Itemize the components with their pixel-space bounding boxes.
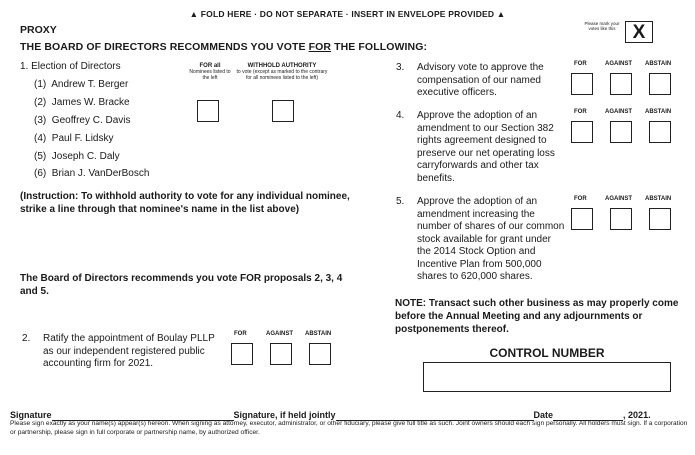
proposal-2-number: 2. — [22, 333, 31, 344]
p5-abstain-checkbox[interactable] — [649, 208, 671, 230]
withhold-heading: WITHHOLD AUTHORITY — [247, 63, 317, 69]
for-all-heading: FOR all — [199, 63, 221, 69]
nominee-number: (1) — [34, 79, 47, 90]
p2-against-checkbox[interactable] — [270, 343, 292, 365]
signature-label: Signature — [10, 410, 52, 420]
year-suffix: , 2021. — [623, 410, 651, 420]
p4-against-checkbox[interactable] — [610, 121, 632, 143]
fold-notice: ▲ FOLD HERE · DO NOT SEPARATE · INSERT IN ENVELOPE PROVIDED ▲ — [189, 9, 506, 19]
withhold-instruction: (Instruction: To withhold authority to vote for any individual nominee, strike a line through that nominee's name in the list above) — [20, 191, 350, 215]
mark-example-box: X — [625, 21, 653, 43]
for-all-subtext: Nominees listed to the left — [189, 69, 231, 81]
board-heading-pre: THE BOARD OF DIRECTORS RECOMMENDS YOU VOTE — [20, 41, 309, 53]
nominee-name: Brian J. VanDerBosch — [51, 168, 150, 179]
nominee-number: (2) — [34, 97, 47, 108]
nominee-name: Paul F. Lidsky — [51, 133, 114, 144]
proposal-5-number: 5. — [396, 196, 405, 207]
signing-instructions: Please sign exactly as your name(s) appear(s) hereon. When signing as attorney, executor, administrator, or other fiduciary, please give full title as such. Joint owners should each sign personally. All holders must sign. If a corporation or partnership, please sign in full corporate or partnership name, by authorized officer. — [10, 420, 688, 436]
p4-abstain-heading: ABSTAIN — [645, 109, 672, 115]
nominee-name: James W. Bracke — [51, 97, 130, 108]
proposal-4-text: Approve the adoption of an amendment to our Section 382 rights agreement designed to preserve our net operating loss carryforwards and other tax benefits. — [417, 110, 555, 184]
p4-for-checkbox[interactable] — [571, 121, 593, 143]
p3-abstain-heading: ABSTAIN — [645, 61, 672, 67]
p2-for-checkbox[interactable] — [231, 343, 253, 365]
control-number-field[interactable] — [423, 362, 671, 392]
nominee-name: Joseph C. Daly — [51, 151, 120, 162]
proxy-label: PROXY — [20, 24, 57, 36]
proposal-4-number: 4. — [396, 110, 405, 121]
signature-joint-label: Signature, if held jointly — [233, 410, 336, 420]
p3-against-heading: AGAINST — [605, 61, 632, 67]
nominee-number: (5) — [34, 151, 47, 162]
proposal-5-text: Approve the adoption of an amendment increasing the number of shares of our common stock available for grant under the 2014 Stock Option and Incentive Plan from 500,000 shares to 620,000 shares. — [417, 196, 565, 282]
nominee-number: (4) — [34, 133, 47, 144]
p3-against-checkbox[interactable] — [610, 73, 632, 95]
nominee-2 — [34, 97, 130, 108]
p2-abstain-heading: ABSTAIN — [305, 331, 332, 337]
nominee-name: Andrew T. Berger — [51, 79, 129, 90]
p3-for-checkbox[interactable] — [571, 73, 593, 95]
proposal-1-title: 1. Election of Directors — [20, 61, 121, 72]
nominee-number: (6) — [34, 168, 47, 179]
mark-instruction: Please mark your votes like this — [584, 21, 620, 31]
nominee-3 — [34, 115, 131, 126]
nominee-1 — [34, 79, 128, 90]
p3-abstain-checkbox[interactable] — [649, 73, 671, 95]
p5-for-heading: FOR — [574, 196, 587, 202]
p4-against-heading: AGAINST — [605, 109, 632, 115]
nominee-4 — [34, 133, 114, 144]
date-label: Date — [533, 410, 554, 420]
p1-for-all-checkbox[interactable] — [197, 100, 219, 122]
proposal-3-number: 3. — [396, 62, 405, 73]
board-heading — [20, 41, 427, 53]
nominee-6 — [34, 168, 149, 179]
board-heading-post: THE FOLLOWING: — [331, 41, 428, 53]
board-heading-for: FOR — [308, 41, 332, 53]
board-recommends-text: The Board of Directors recommends you vote FOR proposals 2, 3, 4 and 5. — [20, 273, 343, 297]
nominee-name: Geoffrey C. Davis — [51, 115, 131, 126]
withhold-subtext: to vote (except as marked to the contrary for all nominees listed to the left) — [236, 69, 328, 81]
p5-abstain-heading: ABSTAIN — [645, 196, 672, 202]
p1-withhold-checkbox[interactable] — [272, 100, 294, 122]
p3-for-heading: FOR — [574, 61, 587, 67]
p2-for-heading: FOR — [234, 331, 247, 337]
nominee-number: (3) — [34, 115, 47, 126]
p4-abstain-checkbox[interactable] — [649, 121, 671, 143]
p2-abstain-checkbox[interactable] — [309, 343, 331, 365]
p4-for-heading: FOR — [574, 109, 587, 115]
note-text: NOTE: Transact such other business as may properly come before the Annual Meeting and any adjournments or postponements thereof. — [395, 298, 679, 335]
p5-against-heading: AGAINST — [605, 196, 632, 202]
proposal-2-text: Ratify the appointment of Boulay PLLP as our independent registered public accounting firm for 2021. — [43, 333, 215, 369]
p5-against-checkbox[interactable] — [610, 208, 632, 230]
p2-against-heading: AGAINST — [266, 331, 293, 337]
p5-for-checkbox[interactable] — [571, 208, 593, 230]
control-number-label: CONTROL NUMBER — [489, 346, 605, 360]
proposal-3-text: Advisory vote to approve the compensation of our named executive officers. — [417, 62, 544, 98]
nominee-5 — [34, 151, 120, 162]
